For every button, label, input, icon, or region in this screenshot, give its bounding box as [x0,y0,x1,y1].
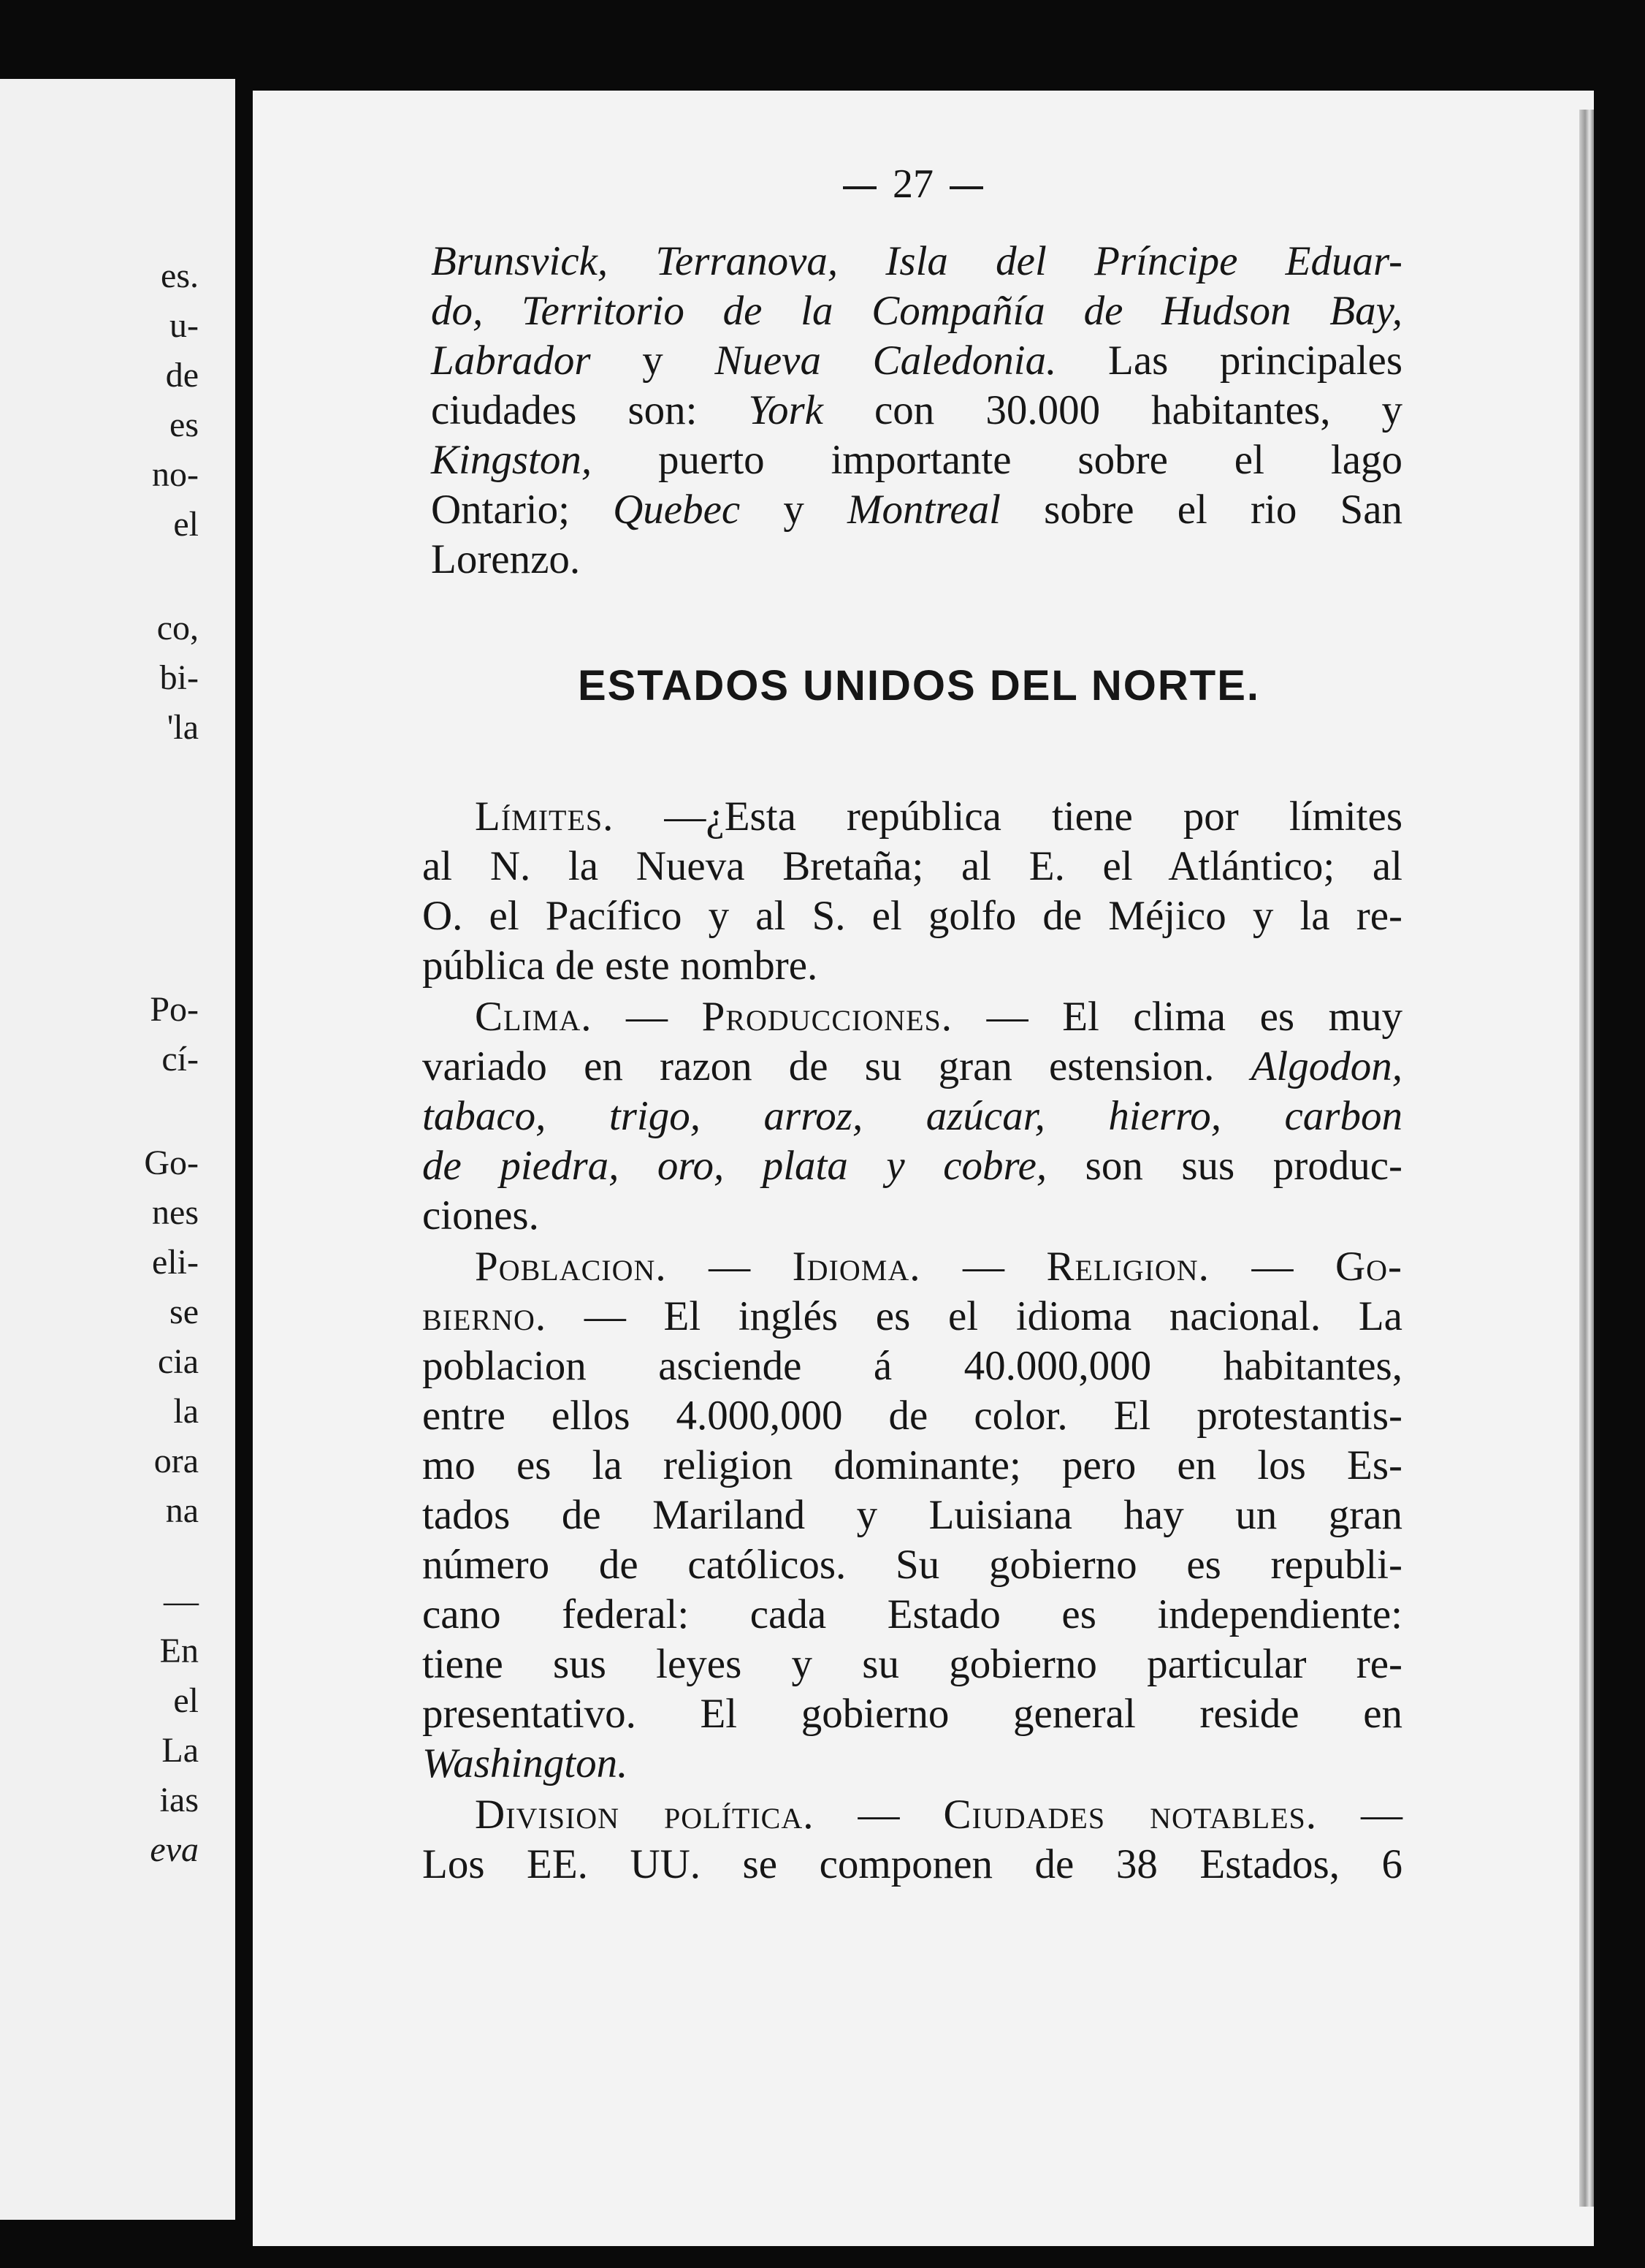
text-line: Poblacion. — Idioma. — Religion. — Go- [475,1244,1403,1290]
section-label: Límites. [475,794,614,840]
text-line: número de católicos. Su gobierno es republi- [422,1542,1402,1588]
page-number-value: 27 [893,161,934,207]
left-text-fragment: La [161,1731,199,1770]
left-text-fragment: no- [152,455,199,494]
text-span: Labrador [431,338,591,384]
left-text-fragment: nes [152,1193,199,1232]
text-span: Ontario; [431,487,614,533]
text-line [431,285,1402,338]
text-line [431,484,1402,536]
left-text-fragment: na [165,1491,199,1530]
text-line [422,1040,1402,1093]
text-span: Quebec [613,487,741,533]
text-span: Lorenzo. [431,536,581,582]
text-span: de piedra, oro, plata y cobre, [422,1143,1047,1189]
left-text-fragment: En [159,1632,199,1670]
text-span: Kingston, [431,437,592,483]
text-span: y [590,338,715,384]
text-line: cano federal: cada Estado es independiente: [422,1591,1402,1637]
text-line: poblacion asciende á 40.000,000 habitantes, [422,1343,1402,1389]
text-line [422,1290,1402,1343]
section-label: Idioma. [792,1244,921,1290]
text-line [475,791,1402,843]
left-text-fragment: se [169,1293,199,1331]
text-line: ciones. [422,1192,539,1238]
text-line [422,1738,1402,1790]
page-number-dash-right [950,186,983,189]
text-span: Washington. [422,1740,628,1786]
left-text-fragment: 'la [167,708,199,747]
section-label: Go- [1335,1244,1403,1290]
text-line: Los EE. UU. se componen de 38 Estados, 6 [422,1841,1402,1887]
left-text-fragment: es. [161,256,199,295]
section-label: Clima. [475,994,592,1040]
left-text-fragment: el [173,1681,199,1720]
text-line [431,235,1402,288]
left-text-fragment: el [173,505,199,544]
text-line [431,384,1402,437]
text-span: con 30.000 habitantes, y [822,387,1403,433]
text-line [422,1140,1402,1192]
text-line: tados de Mariland y Luisiana hay un gran [422,1492,1402,1538]
left-text-fragment: u- [169,306,199,345]
text-span: do, Territorio de la Compañía de Hudson Bay, [431,288,1402,334]
text-span: —¿Esta república tiene por límites [614,794,1402,840]
text-line: al N. la Nueva Bretaña; al E. el Atlántico; al [422,843,1402,889]
left-text-fragment: eva [150,1830,199,1869]
left-text-fragment: es [169,406,199,444]
left-text-fragment: de [165,356,199,395]
text-span: ciudades son: [431,387,749,433]
text-line [431,434,1402,487]
page-edge [1579,110,1594,2207]
section-label: bierno. [422,1293,547,1339]
text-line [431,335,1402,387]
text-span: y [740,487,847,533]
text-span: Brunsvick, Terranova, Isla del Príncipe Eduar- [431,238,1402,284]
text-span: — El inglés es el idioma nacional. La [546,1293,1402,1339]
text-line [431,533,1402,586]
text-span: tabaco, trigo, arroz, azúcar, hierro, carbon [422,1093,1402,1139]
text-line: entre ellos 4.000,000 de color. El protestantis- [422,1393,1402,1439]
section-label: Poblacion. [475,1244,667,1290]
left-text-fragment: cí- [161,1040,199,1078]
left-text-fragment: Go- [144,1143,199,1182]
left-text-fragment: la [173,1392,199,1431]
section-label: Religion. [1046,1244,1210,1290]
text-line: mo es la religion dominante; pero en los Es- [422,1442,1402,1488]
left-page-fragment [0,79,235,2220]
left-text-fragment: bi- [159,658,199,697]
text-span: Nueva Caledonia. [714,338,1057,384]
text-span: — El clima es muy [953,994,1402,1040]
text-line: pública de este nombre. [422,943,818,989]
text-line [422,1090,1402,1143]
text-line: tiene sus leyes y su gobierno particular re- [422,1641,1402,1687]
text-span: Las principales [1056,338,1403,384]
section-heading: ESTADOS UNIDOS DEL NORTE. [577,662,1261,709]
text-span: sobre el rio San [1001,487,1402,533]
text-span: York [748,387,823,433]
left-text-fragment: cia [158,1342,199,1381]
left-text-fragment: Po- [150,990,199,1029]
text-span: son sus produc- [1047,1143,1402,1189]
text-line: Clima. — Producciones. — El clima es muy [475,994,1402,1040]
section-label: Producciones. [701,994,953,1040]
left-text-fragment: ora [153,1442,199,1480]
left-text-fragment: eli- [152,1243,199,1282]
text-line: presentativo. El gobierno general reside en [422,1691,1402,1737]
text-span: Montreal [847,487,1001,533]
left-text-fragment: ias [159,1781,199,1819]
page-number [804,161,1023,208]
section-label: Division política. [475,1792,814,1838]
left-text-fragment: co, [156,609,199,647]
left-text-fragment: — [164,1582,199,1621]
text-span: puerto importante sobre el lago [592,437,1402,483]
section-label: Ciudades notables. [943,1792,1317,1838]
book-gutter [235,79,253,2220]
text-span: variado en razon de su gran estension. [422,1043,1251,1089]
text-span: Algodon, [1251,1043,1402,1089]
text-line: Division política. — Ciudades notables. — [475,1792,1402,1838]
text-line: O. el Pacífico y al S. el golfo de Méjico y la re- [422,893,1402,939]
page-number-dash-left [843,186,877,189]
